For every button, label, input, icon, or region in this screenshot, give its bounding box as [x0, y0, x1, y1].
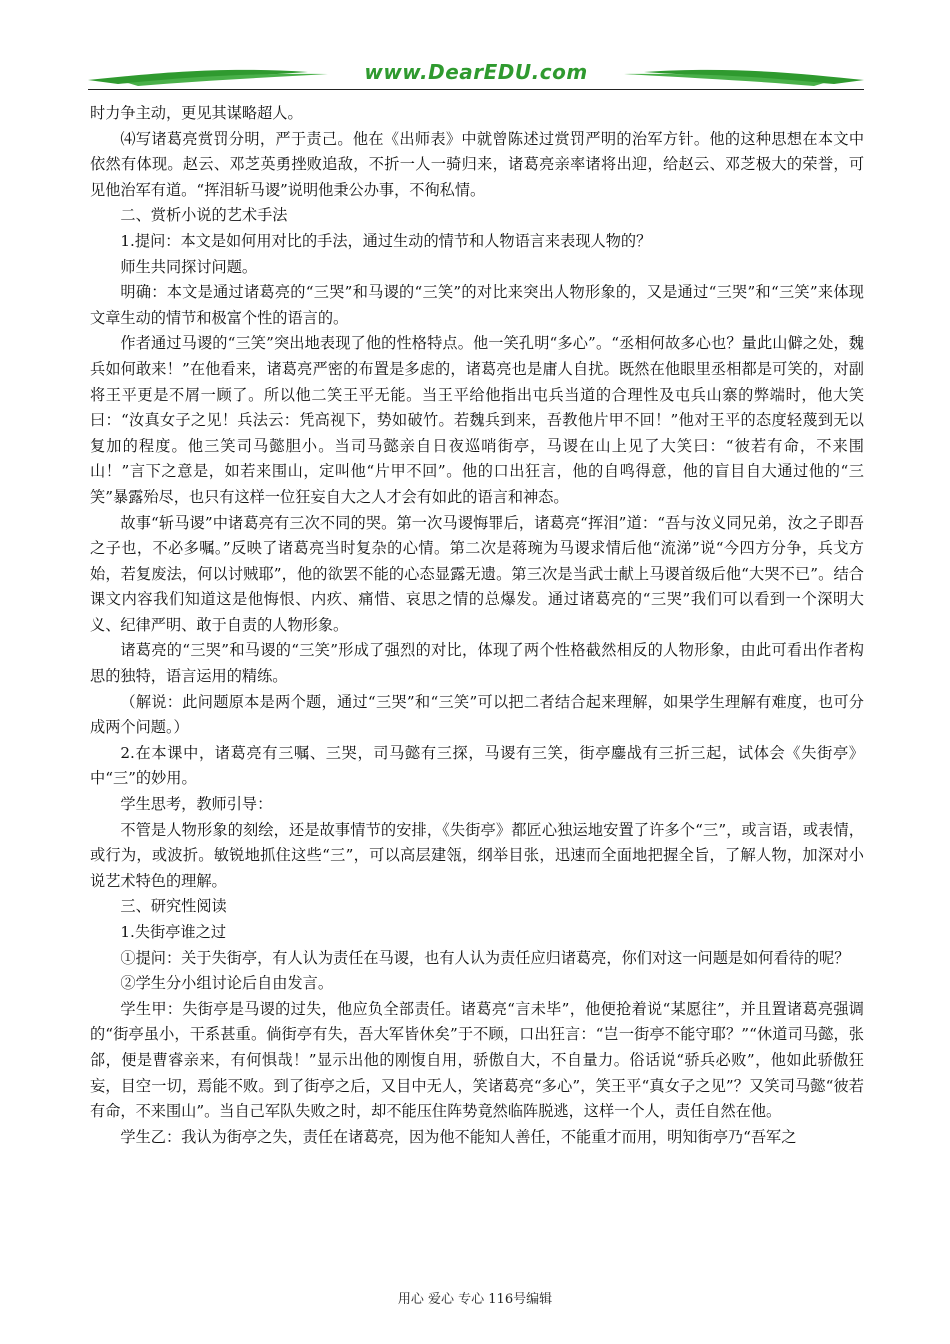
document-body	[90, 101, 864, 1150]
paragraph: ①提问：关于失街亭，有人认为责任在马谡，也有人认为责任应归诸葛亮，你们对这一问题是如何看待的呢？	[120, 948, 850, 967]
paragraph: 学生思考，教师引导：	[120, 795, 273, 814]
paragraph: 学生甲：失街亭是马谡的过失，他应负全部责任。诸葛亮“言未毕”，他便抢着说“某愿往”，并且置诸葛亮强调的“街亭虽小，干系甚重。倘街亭有失，吾大军皆休矣”于不顾，口出狂言：“岂一街亭不能守耶？”“休道司马懿，张郃，便是曹睿亲来，有何惧哉！”显示出他的刚愎自用，骄傲自大，不自量力。俗话说“骄兵必败”，他如此骄傲狂妄，目空一切，焉能不败。到了街亭之后，又目中无人，笑诸葛亮“多心”，笑王平“真女子之见”？又笑司马懿“彼若有命，不来围山”。当自己军队失败之时，却不能压住阵势竟然临阵脱逃，这样一个人，责任自然在他。	[90, 999, 864, 1121]
paragraph: 1.失街亭谁之过	[120, 923, 227, 941]
paragraph: 师生共同探讨问题。	[120, 257, 258, 276]
paragraph: 2.在本课中，诸葛亮有三嘱、三哭，司马懿有三探，马谡有三笑，街亭鏖战有三折三起，试体会《失街亭》中“三”的妙用。	[90, 743, 864, 788]
paragraph: ⑷写诸葛亮赏罚分明，严于责己。他在《出师表》中就曾陈述过赏罚严明的治军方针。他的这种思想在本文中依然有体现。赵云、邓芝英勇挫败追敌，不折一人一骑归来，诸葛亮亲率诸将出迎，给赵云、邓芝极大的荣誉，可见他治军有道。“挥泪斩马谡”说明他秉公办事，不徇私情。	[90, 129, 864, 199]
paragraph: 时力争主动，更见其谋略超人。	[90, 104, 303, 122]
paragraph: 三、研究性阅读	[120, 897, 227, 916]
paragraph: 二、赏析小说的艺术手法	[120, 206, 288, 225]
page-footer: 用心 爱心 专心 116号编辑	[397, 1292, 553, 1307]
paragraph: 诸葛亮的“三哭”和马谡的“三笑”形成了强烈的对比，体现了两个性格截然相反的人物形象，由此可看出作者构思的独特，语言运用的精练。	[90, 641, 864, 686]
paragraph: ②学生分小组讨论后自由发言。	[120, 974, 334, 993]
paragraph: （解说：此问题原本是两个题，通过“三哭”和“三笑”可以把二者结合起来理解，如果学生理解有难度，也可分成两个问题。）	[90, 692, 864, 737]
paragraph: 作者通过马谡的“三笑”突出地表现了他的性格特点。他一笑孔明“多心”。“丞相何故多心也？量此山僻之处，魏兵如何敢来！”在他看来，诸葛亮严密的布置是多虑的，诸葛亮也是庸人自扰。既然在他眼里丞相都是可笑的，对副将王平更是不屑一顾了。所以他二笑王平无能。当王平给他指出屯兵当道的合理性及屯兵山寨的弊端时，他大笑曰：“汝真女子之见！兵法云：凭高视下，势如破竹。若魏兵到来，吾教他片甲不回！”他对王平的态度轻蔑到无以复加的程度。他三笑司马懿胆小。当司马懿亲自日夜巡哨街亭，马谡在山上见了大笑曰：“彼若有命，不来围山！”言下之意是，如若来围山，定叫他“片甲不回”。他的口出狂言，他的自鸣得意，他的盲目自大通过他的“三笑”暴露殆尽，也只有这样一位狂妄自大之人才会有如此的语言和神态。	[90, 334, 864, 506]
header-divider	[88, 89, 864, 90]
paragraph: 1.提问：本文是如何用对比的手法，通过生动的情节和人物语言来表现人物的？	[120, 231, 652, 250]
site-logo-text: www.DearEDU.com	[364, 60, 588, 84]
paragraph: 故事“斩马谡”中诸葛亮有三次不同的哭。第一次马谡悔罪后，诸葛亮“挥泪”道：“吾与汝义同兄弟，汝之子即吾之子也，不必多嘱。”反映了诸葛亮当时复杂的心情。第二次是蒋琬为马谡求情后他“流涕”说“今四方分争，兵戈方始，若复废法，何以讨贼耶”，他的欲罢不能的心态显露无遗。第三次是当武士献上马谡首级后他“大哭不已”。结合课文内容我们知道这是他悔恨、内疚、痛惜、哀思之情的总爆发。通过诸葛亮的“三哭”我们可以看到一个深明大义、纪律严明、敢于自责的人物形象。	[90, 513, 864, 634]
paragraph: 学生乙：我认为街亭之失，责任在诸葛亮，因为他不能知人善任，不能重才而用，明知街亭乃“吾军之	[120, 1127, 797, 1146]
paragraph: 不管是人物形象的刻绘，还是故事情节的安排，《失街亭》都匠心独运地安置了许多个“三”，或言语，或表情，或行为，或波折。敏锐地抓住这些“三”，可以高层建瓴，纲举目张，迅速而全面地把握全旨，了解人物，加深对小说艺术特色的理解。	[90, 820, 864, 890]
paragraph: 明确：本文是通过诸葛亮的“三哭”和马谡的“三笑”的对比来突出人物形象的，又是通过“三哭”和“三笑”来体现文章生动的情节和极富个性的语言的。	[90, 283, 864, 327]
site-header-banner	[88, 58, 864, 92]
